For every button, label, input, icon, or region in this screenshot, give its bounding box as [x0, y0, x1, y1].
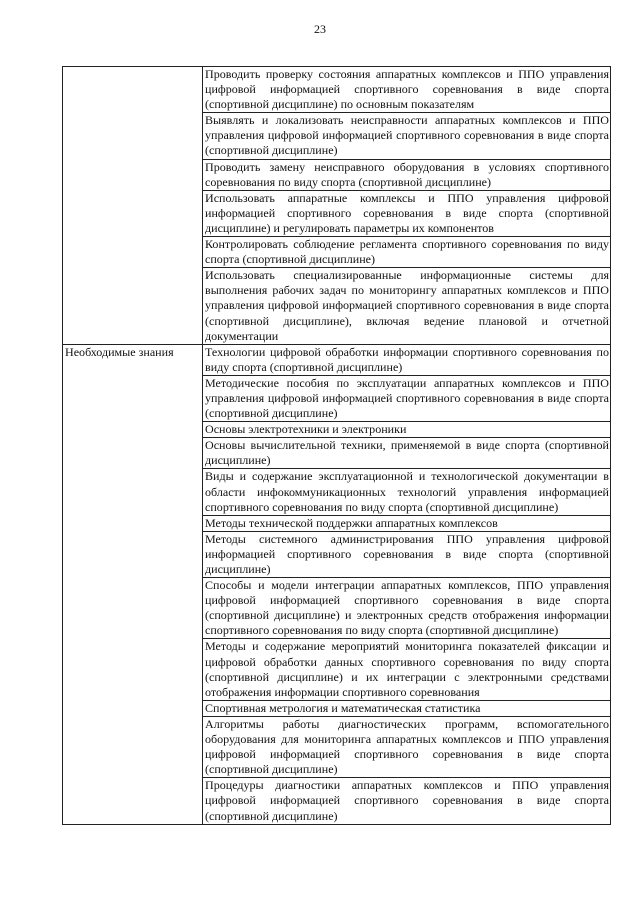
- table-row: [63, 716, 611, 777]
- table-row: [63, 113, 611, 159]
- table-row: [63, 344, 611, 375]
- table-row: [63, 515, 611, 531]
- skill-item: Выявлять и локализовать неисправности аппаратных комплексов и ППО управления цифровой информацией спортивного соревнования в виде спорта (спортивной дисциплине): [203, 113, 611, 159]
- table-row: [63, 190, 611, 236]
- knowledge-item: Методы технической поддержки аппаратных комплексов: [203, 515, 611, 531]
- skill-item: Проводить замену неисправного оборудования в условиях спортивного соревнования по виду спорта (спортивной дисциплине): [203, 159, 611, 190]
- knowledge-item: Виды и содержание эксплуатационной и технологической документации в области инфокоммуникационных технологий управления информацией спортивного соревнования по виду спорта (спортивной дисциплине): [203, 469, 611, 515]
- skill-item: Проводить проверку состояния аппаратных комплексов и ППО управления цифровой информацией спортивного соревнования в виде спорта (спортивной дисциплине) по основным показателям: [203, 67, 611, 113]
- table-row: [63, 422, 611, 438]
- table-row: [63, 67, 611, 113]
- knowledge-item: Методы и содержание мероприятий мониторинга показателей фиксации и цифровой обработки данных спортивного соревнования по виду спорта (спортивной дисциплине) и их интеграции с электронными средствами отображения информации спортивного соревнования: [203, 639, 611, 700]
- table-row: [63, 268, 611, 344]
- knowledge-item: Процедуры диагностики аппаратных комплексов и ППО управления цифровой информацией спортивного соревнования в виде спорта (спортивной дисциплине): [203, 778, 611, 824]
- table-row: [63, 159, 611, 190]
- knowledge-item: Методы системного администрирования ППО управления цифровой информацией спортивного соревнования в виде спорта (спортивной дисциплине): [203, 531, 611, 577]
- table-row: [63, 578, 611, 639]
- skill-item: Использовать специализированные информационные системы для выполнения рабочих задач по мониторингу аппаратных комплексов и ППО управления цифровой информацией спортивного соревнования в виде спорта (спортивной дисциплине), включая ведение плановой и отчетной документации: [203, 268, 611, 344]
- page-number: 23: [314, 22, 326, 36]
- knowledge-item: Спортивная метрология и математическая статистика: [203, 700, 611, 716]
- knowledge-item: Основы электротехники и электроники: [203, 422, 611, 438]
- skills-label-cell: [63, 67, 203, 113]
- skill-item: Использовать аппаратные комплексы и ППО управления цифровой информацией спортивного соревнования в виде спорта (спортивной дисциплине) и регулировать параметры их компонентов: [203, 190, 611, 236]
- knowledge-item: Способы и модели интеграции аппаратных комплексов, ППО управления цифровой информацией спортивного соревнования в виде спорта (спортивной дисциплине) и электронных средств отображения информации спортивного соревнования по виду спорта (спортивной дисциплине): [203, 578, 611, 639]
- table-row: [63, 531, 611, 577]
- knowledge-item: Основы вычислительной техники, применяемой в виде спорта (спортивной дисциплине): [203, 438, 611, 469]
- knowledge-item: Методические пособия по эксплуатации аппаратных комплексов и ППО управления цифровой информацией спортивного соревнования в виде спорта (спортивной дисциплине): [203, 375, 611, 421]
- competency-table: [62, 66, 611, 825]
- skill-item: Контролировать соблюдение регламента спортивного соревнования по виду спорта (спортивной дисциплине): [203, 237, 611, 268]
- knowledge-item: Алгоритмы работы диагностических программ, вспомогательного оборудования для мониторинга аппаратных комплексов и ППО управления цифровой информацией спортивного соревнования в виде спорта (спортивной дисциплине): [203, 716, 611, 777]
- table-row: [63, 700, 611, 716]
- table-row: [63, 469, 611, 515]
- table-row: [63, 375, 611, 421]
- table-row: [63, 778, 611, 824]
- table-row: [63, 438, 611, 469]
- knowledge-label: Необходимые знания: [63, 344, 203, 375]
- table-row: [63, 237, 611, 268]
- table-row: [63, 639, 611, 700]
- knowledge-item: Технологии цифровой обработки информации спортивного соревнования по виду спорта (спортивной дисциплине): [203, 344, 611, 375]
